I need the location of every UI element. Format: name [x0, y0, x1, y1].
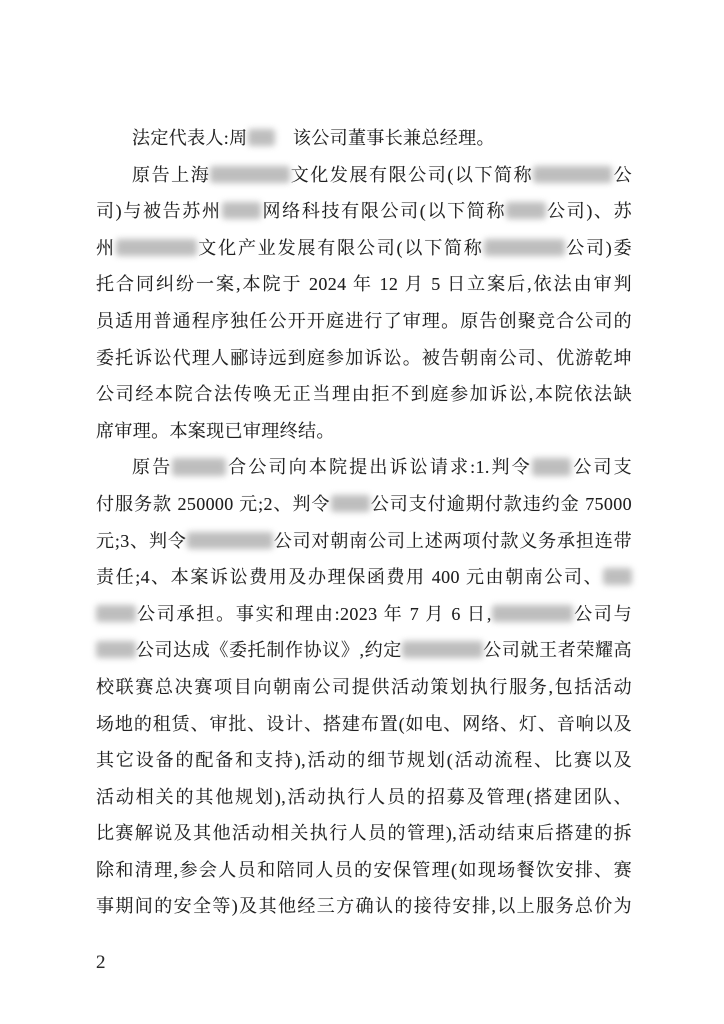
text-segment: 司)与被告苏州	[96, 201, 222, 222]
text-segment: 网络科技有限公司(以下简称	[261, 201, 507, 222]
text-line	[96, 120, 632, 157]
text-segment: 责任;4、本案诉讼费用及办理保函费用 400 元由朝南公司、	[96, 567, 604, 588]
text-segment: 该公司董事长兼总经理。	[274, 128, 495, 148]
redacted-text	[402, 641, 483, 658]
text-segment: 原告上海	[132, 164, 211, 185]
text-line	[96, 742, 632, 779]
text-line	[96, 852, 632, 889]
text-line	[96, 340, 632, 377]
text-line	[96, 303, 632, 340]
text-line	[96, 706, 632, 743]
redacted-text	[187, 532, 273, 549]
redacted-text	[331, 495, 371, 512]
text-line	[96, 888, 632, 925]
text-segment: 公	[612, 164, 632, 185]
text-segment: 比赛解说及其他活动相关执行人员的管理),活动结束后搭建的拆	[96, 823, 632, 844]
text-line	[96, 815, 632, 852]
text-segment: 席审理。本案现已审理终结。	[96, 420, 335, 441]
text-line	[96, 669, 632, 706]
text-line	[96, 596, 632, 633]
text-segment: 场地的租赁、审批、设计、搭建布置(如电、网络、灯、音响以及	[96, 713, 632, 734]
redacted-text	[116, 239, 197, 256]
text-segment: 公司支付逾期付款违约金 75000	[370, 493, 632, 514]
text-segment: 公司承担。事实和理由:2023 年 7 月 6 日,	[135, 603, 492, 624]
text-segment: 公司经本院合法传唤无正当理由拒不到庭参加诉讼,本院依法缺	[96, 384, 632, 405]
text-segment: 事期间的安全等)及其他经三方确认的接待安排,以上服务总价为	[96, 896, 632, 917]
text-segment: 文化发展有限公司(以下简称	[289, 164, 534, 185]
redacted-text	[96, 605, 136, 622]
redacted-text	[492, 605, 573, 622]
text-segment: 校联赛总决赛项目向朝南公司提供活动策划执行服务,包括活动	[96, 676, 632, 697]
text-line	[96, 486, 632, 523]
text-segment: 公司与	[572, 603, 632, 624]
text-segment: 托合同纠纷一案,本院于 2024 年 12 月 5 日立案后,依法由审判	[96, 274, 632, 295]
document-body	[96, 120, 632, 925]
redacted-text	[96, 641, 136, 658]
text-line	[96, 230, 632, 267]
redacted-text	[533, 166, 612, 183]
text-segment: 文化产业发展有限公司(以下简称	[196, 237, 484, 258]
text-segment: 公司达成《委托制作协议》,约定	[135, 640, 402, 661]
text-segment: 公司)、苏	[545, 201, 632, 222]
text-line	[96, 779, 632, 816]
text-segment: 法定代表人:周	[132, 128, 248, 148]
text-segment: 其它设备的配备和支持),活动的细节规划(活动流程、比赛以及	[96, 750, 632, 771]
redacted-text	[603, 568, 632, 585]
text-segment: 员适用普通程序独任公开开庭进行了审理。原告创聚竞合公司的	[96, 310, 632, 331]
text-segment: 合公司向本院提出诉讼请求:1.判令	[226, 457, 532, 478]
text-segment: 元;3、判令	[96, 530, 187, 551]
text-segment: 付服务款 250000 元;2、判令	[96, 493, 331, 514]
text-segment: 活动相关的其他规划),活动执行人员的招募及管理(搭建团队、	[96, 786, 632, 807]
redacted-text	[248, 129, 275, 146]
redacted-text	[172, 458, 226, 475]
text-segment: 原告	[132, 457, 173, 478]
redacted-text	[532, 458, 572, 475]
text-line	[96, 449, 632, 486]
text-segment: 除和清理,参会人员和陪同人员的安保管理(如现场餐饮安排、赛	[96, 859, 632, 880]
text-line	[96, 376, 632, 413]
text-line	[96, 157, 632, 194]
page-number: 2	[96, 952, 106, 973]
text-line	[96, 632, 632, 669]
text-segment: 公司就王者荣耀高	[482, 640, 632, 661]
text-line	[96, 413, 632, 450]
text-line	[96, 193, 632, 230]
text-line	[96, 559, 632, 596]
text-line	[96, 266, 632, 303]
redacted-text	[484, 239, 565, 256]
text-segment: 委托诉讼代理人郦诗远到庭参加诉讼。被告朝南公司、优游乾坤	[96, 347, 632, 368]
redacted-text	[210, 166, 289, 183]
text-line	[96, 523, 632, 560]
redacted-text	[506, 202, 546, 219]
text-segment: 州	[96, 237, 116, 258]
text-segment: 公司支	[571, 457, 632, 478]
text-segment: 公司)委	[564, 237, 632, 258]
text-segment: 公司对朝南公司上述两项付款义务承担连带	[273, 530, 632, 551]
redacted-text	[222, 202, 262, 219]
